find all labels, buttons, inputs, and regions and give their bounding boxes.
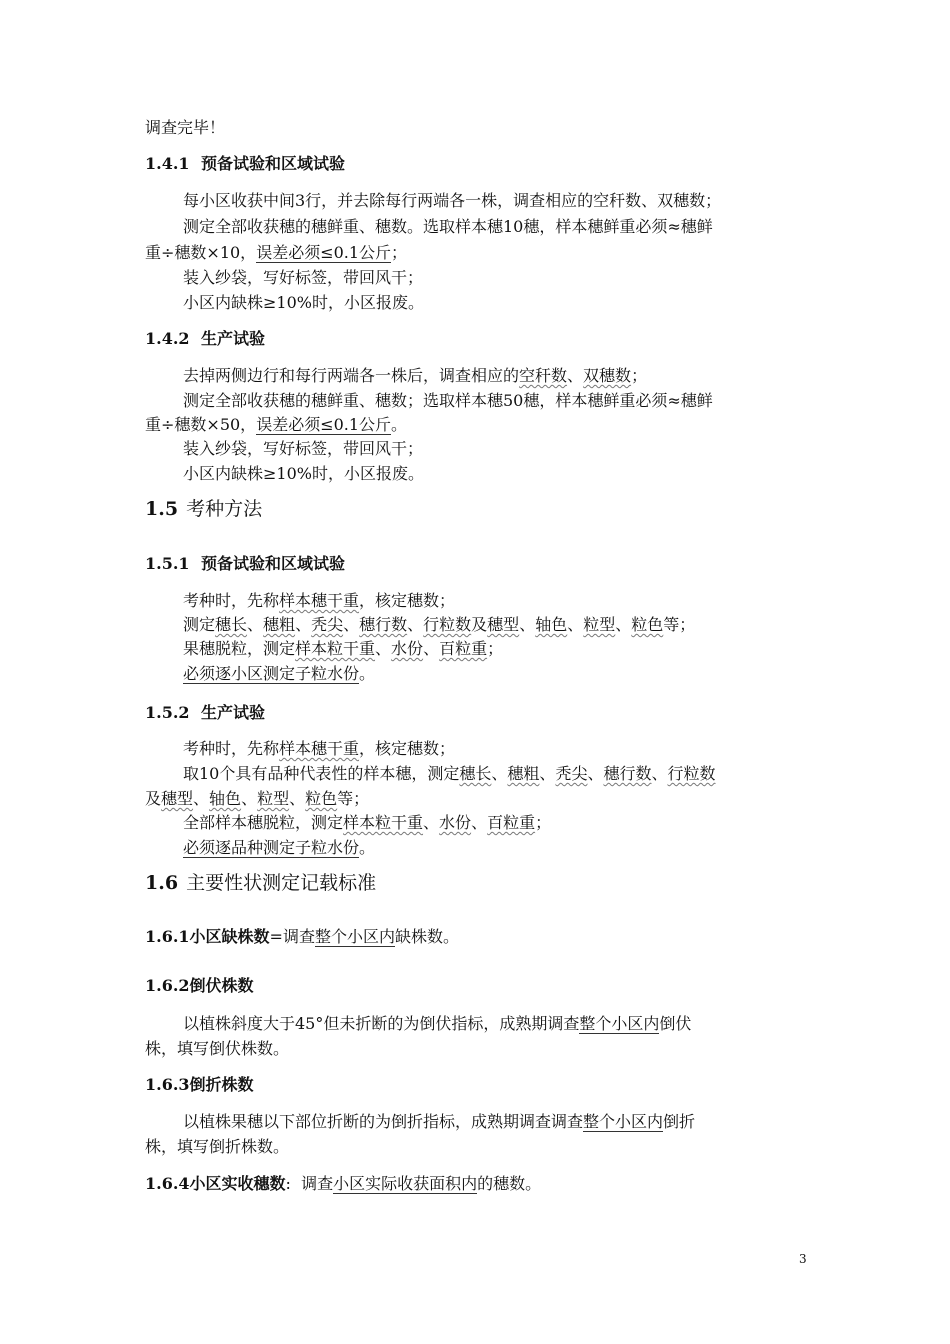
marked-term: 样本穗干重: [279, 591, 360, 610]
heading-1-5-1: [145, 552, 805, 576]
text: 、: [423, 813, 440, 832]
marked-term: 秃尖: [555, 764, 588, 783]
text: =调查: [269, 927, 315, 946]
marked-term: 穗长: [215, 615, 248, 634]
text: 倒伏: [659, 1014, 692, 1033]
section-title: 考种方法: [186, 498, 263, 520]
underlined-text: 整个小区内: [579, 1014, 660, 1033]
paragraph: [145, 241, 805, 265]
paragraph: 测定全部收获穗的穗鲜重、穗数。选取样本穗10穗，样本穗鲜重必须≈穗鲜: [183, 217, 713, 236]
text: 果穗脱粒，测定: [183, 639, 296, 658]
text: 。: [391, 415, 408, 434]
paragraph: [183, 737, 843, 761]
text: 以植株斜度大于45°但未折断的为倒伏指标，成熟期调查: [183, 1014, 580, 1033]
text: ；: [391, 243, 408, 262]
marked-term: 百粒重: [439, 639, 488, 658]
marked-term: 粒色: [305, 789, 338, 808]
paragraph: 装入纱袋，写好标签，带回风干；: [183, 268, 424, 287]
intro-line: 调查完毕！: [145, 118, 226, 137]
text: 缺株数。: [394, 927, 459, 946]
paragraph: 测定全部收获穗的穗鲜重、穗数；选取样本穗50穗，样本穗鲜重必须≈穗鲜: [183, 391, 713, 410]
section-title: 主要性状测定记载标准: [186, 872, 377, 894]
marked-term: 样本穗干重: [279, 739, 360, 758]
section-title: 预备试验和区域试验: [201, 154, 346, 173]
underlined-text: 整个小区内: [583, 1112, 664, 1131]
text: 、: [193, 789, 210, 808]
underlined-text: 误差必须≤0.1公斤: [256, 415, 392, 434]
text: 重÷穗数×10，: [145, 243, 257, 262]
text: 、: [343, 615, 360, 634]
text: 取10个具有品种代表性的样本穗，测定: [183, 764, 460, 783]
text: 、: [289, 789, 306, 808]
marked-term: 空秆数: [519, 366, 568, 385]
section-number: 1.4.2: [145, 329, 190, 348]
underlined-text: 小区实际收获面积内: [333, 1174, 478, 1193]
heading-1-4-1: [145, 152, 805, 176]
text: 全部样本穗脱粒，测定: [183, 813, 344, 832]
text: 、: [567, 615, 584, 634]
paragraph: [183, 762, 843, 786]
marked-term: 穗粗: [263, 615, 296, 634]
text: 、: [471, 813, 488, 832]
section-title: 生产试验: [201, 703, 266, 722]
text: 、: [375, 639, 392, 658]
text: ，核定穗数；: [359, 591, 456, 610]
text: 、: [407, 615, 424, 634]
text: 、: [539, 764, 556, 783]
heading-1-6-3: 1.6.3倒折株数: [145, 1075, 254, 1094]
text: 等；: [337, 789, 370, 808]
text: 等；: [663, 615, 696, 634]
underlined-text: 必须逐小区测定子粒水份: [183, 664, 360, 683]
marked-term: 行粒数: [423, 615, 472, 634]
paragraph: [183, 613, 843, 637]
text: 、: [247, 615, 264, 634]
marked-term: 穗长: [459, 764, 492, 783]
item-heading: 1.6.4小区实收穗数: [145, 1174, 286, 1193]
text: 、: [295, 615, 312, 634]
text: 倒折: [663, 1112, 696, 1131]
paragraph: [183, 1110, 843, 1134]
text: 考种时，先称: [183, 591, 280, 610]
paragraph: [183, 836, 843, 860]
underlined-text: 整个小区内: [314, 927, 395, 946]
marked-term: 穗行数: [359, 615, 408, 634]
marked-term: 穗型: [161, 789, 194, 808]
text: 、: [651, 764, 668, 783]
text: 、: [615, 615, 632, 634]
marked-term: 水份: [439, 813, 472, 832]
heading-1-4-2: [145, 327, 805, 351]
section-title: 预备试验和区域试验: [201, 554, 346, 573]
marked-term: 轴色: [535, 615, 568, 634]
marked-term: 粒型: [257, 789, 290, 808]
text: 、: [491, 764, 508, 783]
text: 、: [567, 366, 584, 385]
text: 、: [241, 789, 258, 808]
text: ；: [487, 639, 504, 658]
text: 、: [587, 764, 604, 783]
section-number: 1.5.1: [145, 554, 190, 573]
paragraph: 小区内缺株≥10%时，小区报废。: [183, 293, 424, 312]
paragraph: [183, 589, 843, 613]
section-title: 生产试验: [201, 329, 266, 348]
marked-term: 穗型: [487, 615, 520, 634]
heading-1-5-2: [145, 701, 805, 725]
text: 及: [471, 615, 488, 634]
marked-term: 百粒重: [487, 813, 536, 832]
paragraph: 每小区收获中间3行，并去除每行两端各一株，调查相应的空秆数、双穗数；: [183, 191, 722, 210]
section-number: 1.5.2: [145, 703, 190, 722]
paragraph: [183, 662, 843, 686]
marked-term: 样本粒干重: [343, 813, 424, 832]
marked-term: 穗粗: [507, 764, 540, 783]
text: : 调查: [285, 1174, 334, 1193]
marked-term: 行粒数: [667, 764, 716, 783]
text: 考种时，先称: [183, 739, 280, 758]
section-number: 1.6: [145, 872, 179, 894]
marked-term: 样本粒干重: [295, 639, 376, 658]
paragraph: 装入纱袋，写好标签，带回风干；: [183, 439, 424, 458]
heading-1-5: [145, 497, 805, 521]
underlined-text: 误差必须≤0.1公斤: [256, 243, 392, 262]
text: 重÷穗数×50，: [145, 415, 257, 434]
text: 、: [423, 639, 440, 658]
paragraph: [145, 787, 805, 811]
heading-1-6: [145, 871, 805, 895]
marked-term: 粒型: [583, 615, 616, 634]
text: 的穗数。: [477, 1174, 542, 1193]
paragraph: [183, 1012, 843, 1036]
marked-term: 水份: [391, 639, 424, 658]
marked-term: 双穗数: [583, 366, 632, 385]
paragraph: 小区内缺株≥10%时，小区报废。: [183, 464, 424, 483]
marked-term: 粒色: [631, 615, 664, 634]
paragraph: [183, 637, 843, 661]
text: 。: [359, 838, 376, 857]
underlined-text: 必须逐品种测定子粒水份: [183, 838, 360, 857]
item-heading: 1.6.1小区缺株数: [145, 927, 270, 946]
paragraph: 株，填写倒伏株数。: [145, 1039, 290, 1058]
marked-term: 秃尖: [311, 615, 344, 634]
paragraph-1-6-4: [145, 1172, 805, 1196]
paragraph-1-6-1: [145, 925, 805, 949]
section-number: 1.5: [145, 498, 179, 520]
text: ，核定穗数；: [359, 739, 456, 758]
paragraph: [145, 413, 805, 437]
text: ；: [535, 813, 552, 832]
text: 、: [519, 615, 536, 634]
paragraph: [183, 364, 843, 388]
page-number: 3: [799, 1252, 807, 1266]
heading-1-6-2: 1.6.2倒伏株数: [145, 976, 254, 995]
marked-term: 轴色: [209, 789, 242, 808]
paragraph: 株，填写倒折株数。: [145, 1137, 290, 1156]
text: 。: [359, 664, 376, 683]
text: 及: [145, 789, 162, 808]
section-number: 1.4.1: [145, 154, 190, 173]
text: 去掉两侧边行和每行两端各一株后，调查相应的: [183, 366, 520, 385]
paragraph: [183, 811, 843, 835]
text: ；: [631, 366, 648, 385]
marked-term: 穗行数: [603, 764, 652, 783]
text: 测定: [183, 615, 216, 634]
text: 以植株果穗以下部位折断的为倒折指标，成熟期调查调查: [183, 1112, 584, 1131]
